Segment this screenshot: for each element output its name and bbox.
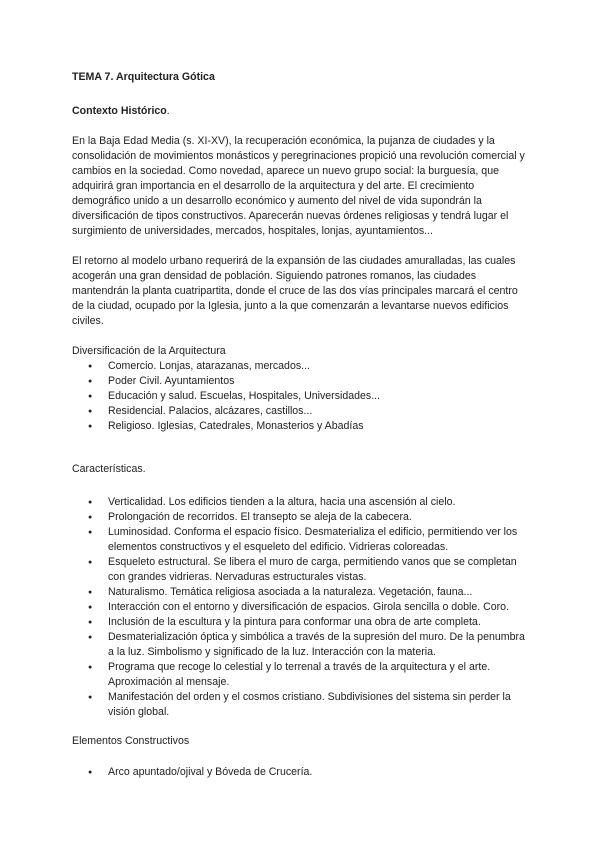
list-item: ● Religioso. Iglesias, Catedrales, Monasterios y Abadías [72, 419, 532, 434]
list-item: ● Luminosidad. Conforma el espacio físico. Desmaterializa el edificio, permitiendo ver los elementos constructivos y el esqueleto del edificio. Vidrieras coloreadas. [72, 525, 532, 555]
context-heading-period: . [166, 105, 170, 117]
list-item: ● Residencial. Palacios, alcázares, castillos... [72, 404, 532, 419]
list-item: ● Arco apuntado/ojival y Bóveda de Crucería. [72, 765, 532, 780]
context-paragraph-2: El retorno al modelo urbano requerirá de la expansión de las ciudades amuralladas, las cuales acogerán una gran densidad de población. Siguiendo patrones romanos, las ciudades mantendrán la planta cuatripartita, donde el cruce de las dos vías principales marcará el centro de la ciudad, ocupado por la Iglesia, junto a la que comenzarán a levantarse nuevos edificios civiles. [72, 255, 518, 327]
list-item: ● Prolongación de recorridos. El transepto se aleja de la cabecera. [72, 510, 532, 525]
context-paragraph-1: En la Baja Edad Media (s. XI-XV), la recuperación económica, la pujanza de ciudades y la consolidación de movimientos monásticos y peregrinaciones propició una revolución comercial y cambios en la sociedad. Como novedad, aparece un nuevo grupo social: la burguesía, que adquirirá gran importancia en el desarrollo de la arquitectura y del arte. El crecimiento demográfico unido a un desarrollo económico y aumento del nivel de vida supondrán la diversificación de tipos constructivos. Aparecerán nuevas órdenes religiosas y tendrá lugar el surgimiento de universidades, mercados, hospitales, lonjas, ayuntamientos... [72, 135, 525, 237]
diversification-list [72, 359, 532, 434]
elements-label: Elementos Constructivos [72, 735, 190, 747]
list-item: ● Desmaterialización óptica y simbólica a través de la supresión del muro. De la penumbra a la luz. Simbolismo y significado de la luz. Interacción con la materia. [72, 630, 532, 660]
list-item: ● Inclusión de la escultura y la pintura para conformar una obra de arte completa. [72, 615, 532, 630]
list-item: ● Poder Civil. Ayuntamientos [72, 374, 532, 389]
document-page [72, 70, 532, 780]
list-item: ● Educación y salud. Escuelas, Hospitales, Universidades... [72, 389, 532, 404]
list-item: ● Naturalismo. Temática religiosa asociada a la naturaleza. Vegetación, fauna... [72, 585, 532, 600]
context-heading [72, 104, 532, 118]
characteristics-label: Características. [72, 463, 146, 475]
characteristics-list [72, 495, 532, 720]
list-item: ● Verticalidad. Los edificios tienden a la altura, hacia una ascensión al cielo. [72, 495, 532, 510]
list-item: ● Programa que recoge lo celestial y lo terrenal a través de la arquitectura y el arte. Aproximación al mensaje. [72, 660, 532, 690]
diversification-label: Diversificación de la Arquitectura [72, 345, 226, 357]
list-item: ● Esqueleto estructural. Se libera el muro de carga, permitiendo vanos que se completan con grandes vidrieras. Nervaduras estructurales vistas. [72, 555, 532, 585]
elements-list [72, 765, 532, 780]
list-item: ● Manifestación del orden y el cosmos cristiano. Subdivisiones del sistema sin perder la visión global. [72, 690, 532, 720]
list-item: ● Comercio. Lonjas, atarazanas, mercados... [72, 359, 532, 374]
context-heading-text: Contexto Histórico [72, 105, 167, 117]
list-item: ● Interacción con el entorno y diversificación de espacios. Girola sencilla o doble. Coro. [72, 600, 532, 615]
document-title: TEMA 7. Arquitectura Gótica [72, 71, 215, 83]
